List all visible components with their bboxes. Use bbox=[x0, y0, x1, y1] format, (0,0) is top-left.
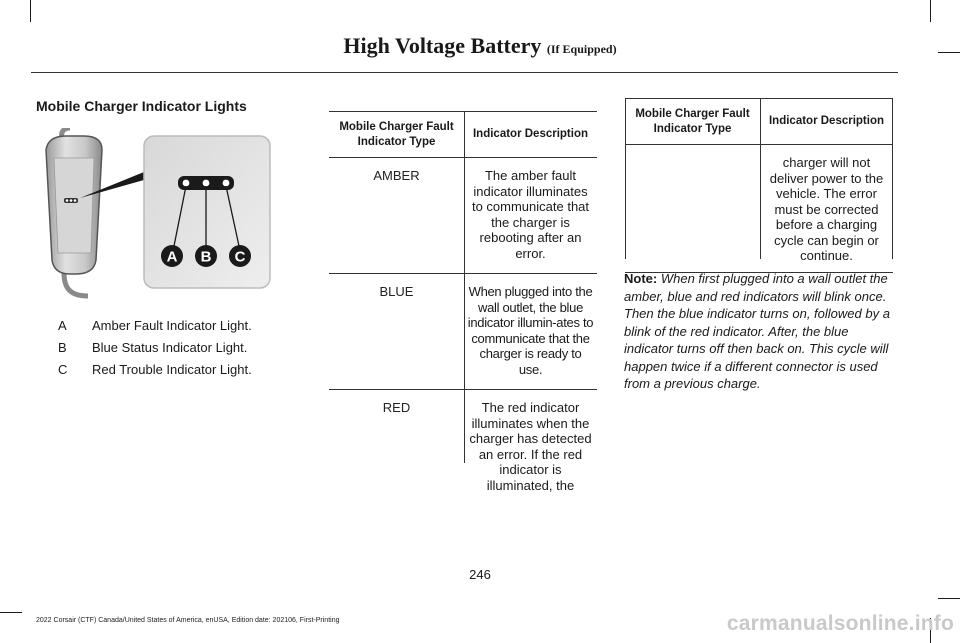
crop-mark bbox=[938, 598, 960, 599]
indicator-description: The amber fault indicator illuminates to communicate that the charger is rebooting after an error. bbox=[464, 158, 597, 274]
legend-key: A bbox=[58, 318, 67, 333]
edition-footer: 2022 Corsair (CTF) Canada/United States of America, enUSA, Edition date: 202106, First-Printing bbox=[36, 617, 340, 624]
header-title: High Voltage Battery bbox=[343, 33, 542, 58]
crop-mark bbox=[30, 0, 31, 22]
table-column-divider bbox=[760, 98, 761, 259]
indicator-type: BLUE bbox=[329, 274, 464, 390]
charger-illustration bbox=[36, 128, 272, 300]
table-column-divider bbox=[464, 111, 465, 463]
table-row bbox=[329, 390, 597, 506]
header-subtitle: (If Equipped) bbox=[546, 42, 617, 56]
crop-mark bbox=[0, 612, 22, 613]
column-header-type: Mobile Charger Fault Indicator Type bbox=[329, 112, 464, 158]
note-label: Note: bbox=[624, 271, 658, 286]
indicator-description: The red indicator illuminates when the charger has detected an error. If the red indicator is illuminated, the bbox=[469, 400, 592, 493]
section-title: Mobile Charger Indicator Lights bbox=[36, 98, 247, 114]
table-right-border bbox=[892, 98, 893, 259]
indicator-type bbox=[625, 145, 760, 273]
indicator-table bbox=[329, 111, 597, 505]
legend-key: C bbox=[58, 362, 68, 377]
column-header-type: Mobile Charger Fault Indicator Type bbox=[625, 99, 760, 145]
table-row bbox=[329, 274, 597, 390]
page-header bbox=[0, 33, 960, 59]
legend-key: B bbox=[58, 340, 67, 355]
callout-c: C bbox=[234, 248, 246, 266]
indicator-table-continued bbox=[625, 98, 893, 273]
table-row bbox=[625, 145, 893, 273]
page-number: 246 bbox=[469, 567, 491, 582]
indicator-description: When plugged into the wall outlet, the blue indicator illumin-ates to communicate that the charger is ready to use. bbox=[464, 274, 597, 390]
watermark: carmanualsonline.info bbox=[726, 612, 954, 635]
note-paragraph bbox=[624, 270, 896, 393]
indicator-type: RED bbox=[382, 400, 411, 415]
table-row bbox=[329, 158, 597, 274]
column-header-description: Indicator Description bbox=[464, 112, 597, 158]
table-left-border bbox=[625, 98, 626, 259]
legend-text: Blue Status Indicator Light. bbox=[92, 340, 248, 355]
note-text: When first plugged into a wall outlet the amber, blue and red indicators will blink once. Then the blue indicator turns on, followed by a blink of the red indicator. After, the blue indicator turns off then back on. This cycle will happen twice if a different connector is used from a previous charge. bbox=[624, 271, 890, 391]
header-rule bbox=[31, 72, 898, 73]
legend-text: Red Trouble Indicator Light. bbox=[92, 362, 252, 377]
indicator-type: AMBER bbox=[329, 158, 464, 274]
callout-a: A bbox=[166, 248, 178, 266]
crop-mark bbox=[930, 0, 931, 22]
legend-text: Amber Fault Indicator Light. bbox=[92, 318, 252, 333]
indicator-description: charger will not deliver power to the vehicle. The error must be corrected before a charging cycle can begin or continue. bbox=[760, 145, 893, 273]
callout-b: B bbox=[200, 248, 212, 266]
column-header-description: Indicator Description bbox=[760, 99, 893, 145]
